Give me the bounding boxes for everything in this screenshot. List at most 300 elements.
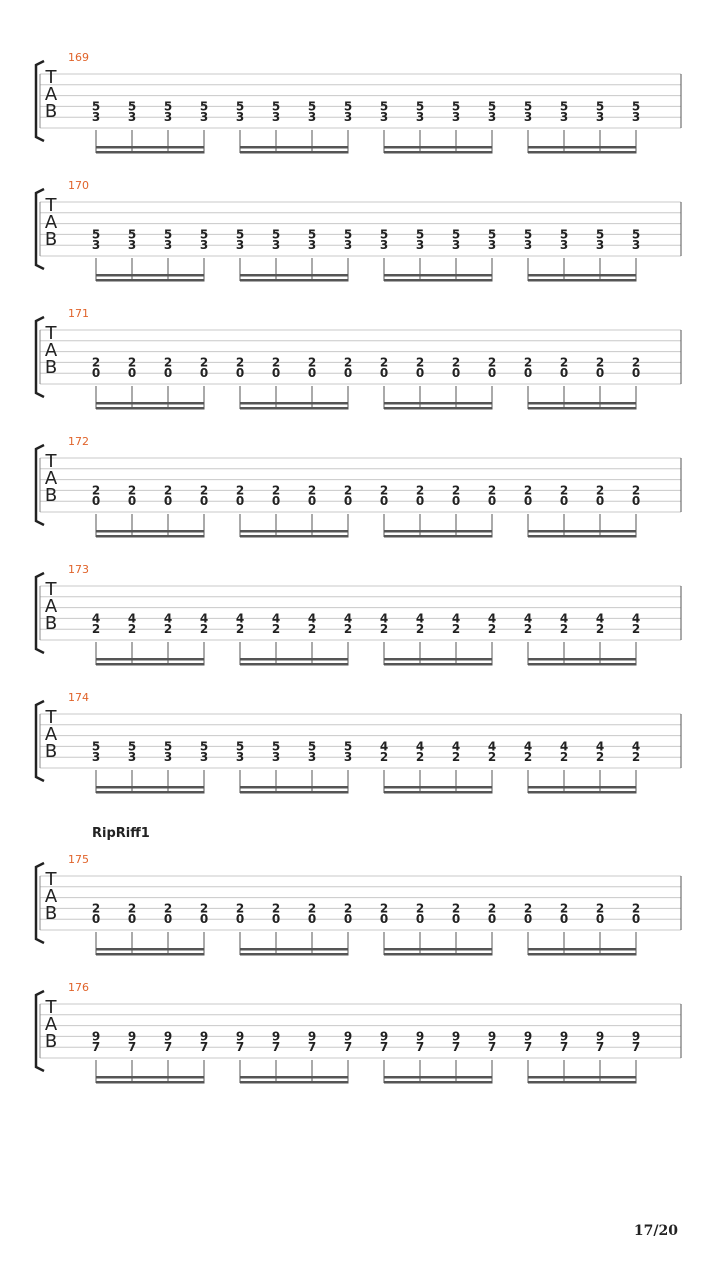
- fret-number: 2: [523, 750, 533, 765]
- fret-number: 0: [523, 494, 533, 509]
- fret-number: 3: [343, 238, 353, 253]
- fret-number: 2: [343, 355, 353, 370]
- fret-number: 2: [271, 901, 281, 916]
- fret-number: 9: [307, 1029, 317, 1044]
- fret-number: 0: [199, 912, 209, 927]
- fret-number: 9: [271, 1029, 281, 1044]
- fret-number: 5: [631, 99, 641, 114]
- beam: [528, 786, 637, 789]
- fret-number: 2: [379, 750, 389, 765]
- fret-number: 0: [415, 494, 425, 509]
- fret-number: 0: [487, 494, 497, 509]
- fret-number: 0: [415, 366, 425, 381]
- beam: [96, 786, 205, 789]
- fret-number: 2: [91, 901, 101, 916]
- beam: [528, 151, 637, 154]
- fret-number: 5: [235, 99, 245, 114]
- fret-number: 2: [487, 622, 497, 637]
- fret-number: 3: [199, 238, 209, 253]
- fret-number: 7: [127, 1040, 137, 1055]
- fret-number: 9: [127, 1029, 137, 1044]
- beam: [240, 402, 349, 405]
- fret-number: 0: [343, 494, 353, 509]
- fret-number: 2: [127, 483, 137, 498]
- measure-number: 169: [68, 51, 89, 64]
- fret-number: 3: [91, 750, 101, 765]
- tab-clef-letter: T: [45, 195, 57, 216]
- fret-number: 0: [595, 366, 605, 381]
- beam: [528, 279, 637, 282]
- fret-number: 3: [379, 110, 389, 125]
- fret-number: 3: [343, 750, 353, 765]
- fret-number: 5: [559, 227, 569, 242]
- beam: [96, 953, 205, 956]
- fret-number: 3: [235, 110, 245, 125]
- fret-number: 0: [235, 494, 245, 509]
- fret-number: 2: [415, 355, 425, 370]
- measure-number: 172: [68, 435, 89, 448]
- fret-number: 2: [451, 483, 461, 498]
- beam: [240, 151, 349, 154]
- beam: [528, 1081, 637, 1084]
- fret-number: 7: [91, 1040, 101, 1055]
- fret-number: 2: [343, 901, 353, 916]
- fret-number: 3: [487, 238, 497, 253]
- beam: [240, 530, 349, 533]
- fret-number: 2: [487, 483, 497, 498]
- fret-number: 5: [343, 739, 353, 754]
- fret-number: 9: [631, 1029, 641, 1044]
- fret-number: 3: [559, 238, 569, 253]
- fret-number: 0: [235, 366, 245, 381]
- beam: [240, 658, 349, 661]
- fret-number: 3: [379, 238, 389, 253]
- measure-number: 173: [68, 563, 89, 576]
- beam: [96, 948, 205, 951]
- fret-number: 5: [163, 99, 173, 114]
- fret-number: 9: [343, 1029, 353, 1044]
- fret-number: 0: [487, 912, 497, 927]
- tab-clef-letter: A: [44, 724, 58, 745]
- measure-number: 174: [68, 691, 89, 704]
- fret-number: 2: [127, 622, 137, 637]
- fret-number: 0: [631, 366, 641, 381]
- fret-number: 2: [235, 901, 245, 916]
- tab-clef-letter: T: [45, 997, 57, 1018]
- fret-number: 2: [199, 355, 209, 370]
- fret-number: 0: [451, 912, 461, 927]
- fret-number: 5: [595, 227, 605, 242]
- fret-number: 4: [127, 611, 137, 626]
- fret-number: 0: [127, 912, 137, 927]
- fret-number: 0: [163, 366, 173, 381]
- beam: [528, 663, 637, 666]
- beam: [240, 407, 349, 410]
- fret-number: 5: [163, 739, 173, 754]
- fret-number: 5: [271, 99, 281, 114]
- fret-number: 5: [91, 739, 101, 754]
- fret-number: 2: [631, 483, 641, 498]
- fret-number: 2: [307, 622, 317, 637]
- fret-number: 2: [415, 483, 425, 498]
- fret-number: 5: [127, 739, 137, 754]
- fret-number: 2: [559, 622, 569, 637]
- fret-number: 4: [451, 739, 461, 754]
- fret-number: 0: [415, 912, 425, 927]
- fret-number: 3: [91, 110, 101, 125]
- beam: [528, 407, 637, 410]
- beam: [96, 407, 205, 410]
- fret-number: 9: [451, 1029, 461, 1044]
- fret-number: 2: [235, 355, 245, 370]
- beam: [240, 791, 349, 794]
- tab-system: [36, 691, 681, 794]
- fret-number: 9: [559, 1029, 569, 1044]
- fret-number: 2: [379, 483, 389, 498]
- fret-number: 4: [559, 739, 569, 754]
- tab-clef-letter: T: [45, 67, 57, 88]
- tab-system: [36, 981, 681, 1084]
- fret-number: 9: [415, 1029, 425, 1044]
- fret-number: 0: [595, 912, 605, 927]
- fret-number: 5: [127, 99, 137, 114]
- beam: [528, 953, 637, 956]
- beam: [384, 953, 493, 956]
- fret-number: 3: [271, 110, 281, 125]
- fret-number: 0: [307, 494, 317, 509]
- fret-number: 4: [595, 611, 605, 626]
- fret-number: 2: [199, 622, 209, 637]
- fret-number: 2: [523, 355, 533, 370]
- fret-number: 4: [595, 739, 605, 754]
- fret-number: 0: [343, 912, 353, 927]
- fret-number: 9: [523, 1029, 533, 1044]
- fret-number: 0: [127, 494, 137, 509]
- fret-number: 7: [163, 1040, 173, 1055]
- fret-number: 3: [523, 110, 533, 125]
- fret-number: 3: [307, 110, 317, 125]
- fret-number: 4: [523, 739, 533, 754]
- beam: [240, 1081, 349, 1084]
- fret-number: 2: [559, 750, 569, 765]
- tab-clef-letter: B: [44, 101, 58, 122]
- fret-number: 7: [451, 1040, 461, 1055]
- fret-number: 5: [415, 227, 425, 242]
- fret-number: 2: [559, 901, 569, 916]
- fret-number: 3: [163, 110, 173, 125]
- beam: [240, 786, 349, 789]
- beam: [240, 948, 349, 951]
- fret-number: 5: [235, 739, 245, 754]
- fret-number: 5: [523, 99, 533, 114]
- fret-number: 4: [271, 611, 281, 626]
- fret-number: 5: [523, 227, 533, 242]
- fret-number: 2: [199, 483, 209, 498]
- fret-number: 2: [271, 355, 281, 370]
- fret-number: 5: [235, 227, 245, 242]
- tab-clef-letter: B: [44, 357, 58, 378]
- fret-number: 0: [271, 366, 281, 381]
- tab-clef-letter: B: [44, 485, 58, 506]
- tab-clef-letter: T: [45, 707, 57, 728]
- fret-number: 0: [271, 494, 281, 509]
- beam: [96, 146, 205, 149]
- tab-clef-letter: T: [45, 323, 57, 344]
- fret-number: 3: [559, 110, 569, 125]
- fret-number: 2: [163, 355, 173, 370]
- fret-number: 3: [127, 110, 137, 125]
- beam: [384, 786, 493, 789]
- beam: [384, 535, 493, 538]
- fret-number: 2: [451, 355, 461, 370]
- beam: [96, 658, 205, 661]
- fret-number: 0: [631, 912, 641, 927]
- fret-number: 5: [451, 227, 461, 242]
- fret-number: 2: [415, 622, 425, 637]
- fret-number: 0: [91, 494, 101, 509]
- tab-clef-letter: B: [44, 1031, 58, 1052]
- fret-number: 2: [271, 622, 281, 637]
- measure-number: 176: [68, 981, 89, 994]
- tab-clef-letter: T: [45, 869, 57, 890]
- fret-number: 5: [271, 227, 281, 242]
- fret-number: 2: [595, 750, 605, 765]
- fret-number: 4: [415, 739, 425, 754]
- beam: [240, 535, 349, 538]
- fret-number: 5: [487, 227, 497, 242]
- fret-number: 2: [631, 622, 641, 637]
- tab-clef-letter: B: [44, 741, 58, 762]
- tab-system: [36, 435, 681, 538]
- fret-number: 0: [487, 366, 497, 381]
- fret-number: 7: [307, 1040, 317, 1055]
- fret-number: 0: [631, 494, 641, 509]
- fret-number: 9: [595, 1029, 605, 1044]
- fret-number: 2: [487, 355, 497, 370]
- fret-number: 4: [379, 611, 389, 626]
- beam: [384, 1081, 493, 1084]
- fret-number: 2: [379, 355, 389, 370]
- fret-number: 0: [559, 912, 569, 927]
- beam: [240, 146, 349, 149]
- beam: [96, 1081, 205, 1084]
- fret-number: 4: [199, 611, 209, 626]
- measure-number: 171: [68, 307, 89, 320]
- fret-number: 5: [199, 227, 209, 242]
- beam: [528, 530, 637, 533]
- beam: [528, 1076, 637, 1079]
- measure-number: 170: [68, 179, 89, 192]
- tab-system: [36, 563, 681, 666]
- fret-number: 3: [235, 750, 245, 765]
- beam: [384, 530, 493, 533]
- beam: [96, 535, 205, 538]
- fret-number: 2: [379, 622, 389, 637]
- beam: [384, 151, 493, 154]
- beam: [384, 948, 493, 951]
- fret-number: 2: [199, 901, 209, 916]
- fret-number: 2: [127, 355, 137, 370]
- beam: [528, 948, 637, 951]
- fret-number: 5: [415, 99, 425, 114]
- fret-number: 7: [199, 1040, 209, 1055]
- fret-number: 0: [271, 912, 281, 927]
- fret-number: 7: [343, 1040, 353, 1055]
- fret-number: 9: [487, 1029, 497, 1044]
- beam: [384, 658, 493, 661]
- fret-number: 0: [451, 366, 461, 381]
- beam: [528, 274, 637, 277]
- fret-number: 3: [523, 238, 533, 253]
- tab-clef-letter: T: [45, 451, 57, 472]
- fret-number: 0: [379, 366, 389, 381]
- fret-number: 5: [343, 227, 353, 242]
- beam: [384, 402, 493, 405]
- fret-number: 5: [631, 227, 641, 242]
- fret-number: 0: [235, 912, 245, 927]
- fret-number: 4: [235, 611, 245, 626]
- tab-system: [36, 307, 681, 410]
- fret-number: 3: [307, 750, 317, 765]
- fret-number: 3: [127, 750, 137, 765]
- fret-number: 2: [163, 901, 173, 916]
- fret-number: 2: [379, 901, 389, 916]
- fret-number: 0: [523, 366, 533, 381]
- fret-number: 7: [235, 1040, 245, 1055]
- fret-number: 2: [631, 355, 641, 370]
- tab-system: [36, 51, 681, 154]
- fret-number: 0: [451, 494, 461, 509]
- fret-number: 2: [235, 622, 245, 637]
- fret-number: 3: [487, 110, 497, 125]
- fret-number: 0: [343, 366, 353, 381]
- section-label: RipRiff1: [92, 826, 150, 841]
- fret-number: 4: [631, 739, 641, 754]
- fret-number: 3: [163, 238, 173, 253]
- measure-number: 175: [68, 853, 89, 866]
- tab-clef-letter: A: [44, 212, 58, 233]
- fret-number: 3: [595, 110, 605, 125]
- fret-number: 5: [199, 99, 209, 114]
- tab-system: [36, 179, 681, 282]
- fret-number: 5: [91, 99, 101, 114]
- fret-number: 3: [451, 110, 461, 125]
- fret-number: 2: [559, 355, 569, 370]
- fret-number: 2: [451, 901, 461, 916]
- fret-number: 2: [523, 622, 533, 637]
- fret-number: 4: [523, 611, 533, 626]
- fret-number: 4: [451, 611, 461, 626]
- fret-number: 0: [91, 912, 101, 927]
- fret-number: 2: [487, 901, 497, 916]
- fret-number: 7: [271, 1040, 281, 1055]
- beam: [240, 1076, 349, 1079]
- fret-number: 0: [379, 494, 389, 509]
- beam: [96, 402, 205, 405]
- fret-number: 5: [127, 227, 137, 242]
- fret-number: 2: [487, 750, 497, 765]
- fret-number: 9: [235, 1029, 245, 1044]
- fret-number: 0: [559, 366, 569, 381]
- fret-number: 0: [595, 494, 605, 509]
- fret-number: 0: [199, 494, 209, 509]
- fret-number: 7: [379, 1040, 389, 1055]
- fret-number: 0: [307, 366, 317, 381]
- tab-clef-letter: T: [45, 579, 57, 600]
- page-number: 17/20: [633, 1223, 678, 1239]
- fret-number: 3: [235, 238, 245, 253]
- fret-number: 7: [559, 1040, 569, 1055]
- tab-clef-letter: A: [44, 468, 58, 489]
- tab-system: [36, 826, 681, 956]
- beam: [528, 146, 637, 149]
- fret-number: 5: [379, 227, 389, 242]
- fret-number: 3: [343, 110, 353, 125]
- fret-number: 9: [91, 1029, 101, 1044]
- beam: [384, 407, 493, 410]
- tab-clef-letter: A: [44, 340, 58, 361]
- fret-number: 7: [631, 1040, 641, 1055]
- beam: [96, 1076, 205, 1079]
- fret-number: 4: [631, 611, 641, 626]
- fret-number: 5: [307, 227, 317, 242]
- beam: [528, 658, 637, 661]
- fret-number: 2: [343, 622, 353, 637]
- fret-number: 7: [523, 1040, 533, 1055]
- fret-number: 0: [379, 912, 389, 927]
- fret-number: 3: [595, 238, 605, 253]
- tab-clef-letter: A: [44, 84, 58, 105]
- fret-number: 2: [559, 483, 569, 498]
- fret-number: 3: [307, 238, 317, 253]
- fret-number: 2: [91, 483, 101, 498]
- fret-number: 2: [307, 901, 317, 916]
- fret-number: 0: [127, 366, 137, 381]
- fret-number: 4: [343, 611, 353, 626]
- fret-number: 3: [631, 110, 641, 125]
- beam: [384, 146, 493, 149]
- fret-number: 0: [91, 366, 101, 381]
- fret-number: 2: [307, 483, 317, 498]
- beam: [96, 151, 205, 154]
- fret-number: 0: [559, 494, 569, 509]
- tab-clef-letter: A: [44, 886, 58, 907]
- fret-number: 4: [559, 611, 569, 626]
- fret-number: 4: [415, 611, 425, 626]
- fret-number: 5: [91, 227, 101, 242]
- tab-clef-letter: B: [44, 229, 58, 250]
- fret-number: 0: [199, 366, 209, 381]
- fret-number: 2: [271, 483, 281, 498]
- beam: [96, 274, 205, 277]
- fret-number: 9: [163, 1029, 173, 1044]
- fret-number: 2: [595, 483, 605, 498]
- fret-number: 5: [271, 739, 281, 754]
- fret-number: 3: [127, 238, 137, 253]
- beam: [384, 663, 493, 666]
- fret-number: 3: [91, 238, 101, 253]
- fret-number: 2: [415, 750, 425, 765]
- beam: [240, 663, 349, 666]
- fret-number: 7: [415, 1040, 425, 1055]
- fret-number: 2: [595, 901, 605, 916]
- tab-clef-letter: B: [44, 613, 58, 634]
- fret-number: 2: [595, 355, 605, 370]
- beam: [96, 663, 205, 666]
- fret-number: 2: [523, 901, 533, 916]
- fret-number: 3: [199, 750, 209, 765]
- fret-number: 5: [379, 99, 389, 114]
